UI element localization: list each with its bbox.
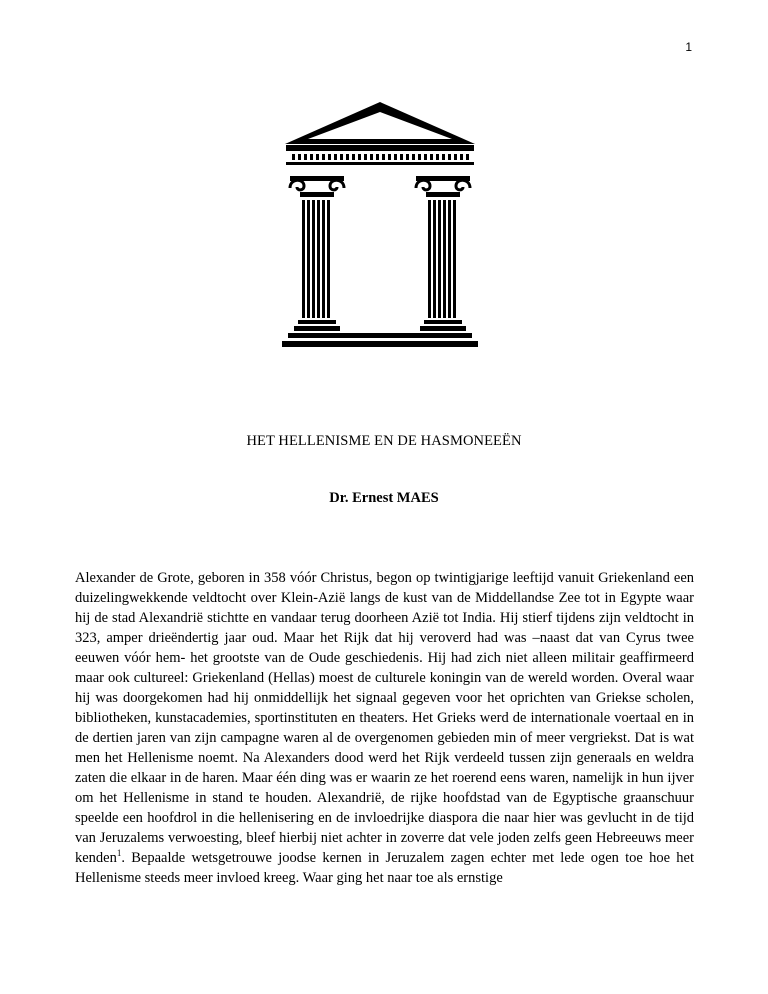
body-text-main: Alexander de Grote, geboren in 358 vóór Christus, begon op twintigjarige leeftijd vanuit Griekenland een duizelingwekkende veldtocht over Klein-Azië langs de kust van de Middellandse Zee tot in Egypte waar hij de stad Alexandrië stichtte en vandaar terug doorheen Azië tot India. Hij stierf tijdens zijn veldtocht in 323, amper drieëndertig jaar oud. Maar het Rijk dat hij veroverd had was –naast dat van Cyrus twee eeuwen vóór hem- het grootste van de Oude geschiedenis. Hij had zich niet alleen militair geaffirmeerd maar ook cultureel: Griekenland (Hellas) moest de culturele koningin van de wereld worden. Overal waar hij was doorgekomen had hij onmiddellijk het signaal gegeven voor het oprichten van Griekse scholen, bibliotheken, kunstacademies, sportinstituten en theaters. Het Grieks werd de internationale voertaal en in de dertien jaren van zijn campagne waren al de overgenomen gebieden min of meer vergriekst. Dat is wat men het Hellenisme noemt. Na Alexanders dood werd het Rijk verdeeld tussen zijn generaals en weldra zaten die elkaar in de haren. Maar één ding was er waarin ze het roerend eens waren, namelijk in hun ijver om het Hellenisme in stand te houden. Alexandrië, de rijke hoofdstad van de Egyptische graanschuur speelde een hoofdrol in die hellenisering en de invloedrijke diaspora die naar hier was gevlucht in de tijd van Jeruzalems verwoesting, bleef hierbij niet achter in zoverre dat vele joden zelfs geen Hebreeuws meer kenden (75, 570, 694, 866)
document-title: HET HELLENISME EN DE HASMONEEËN (246, 433, 522, 449)
body-paragraph (75, 568, 694, 888)
author-name: Dr. Ernest MAES (329, 490, 439, 506)
greek-temple-icon (280, 100, 480, 350)
page-number: 1 (685, 40, 692, 54)
body-text-continuation: . Bepaalde wetsgetrouwe joodse kernen in Jeruzalem zagen echter met lede ogen toe hoe het Hellenisme steeds meer invloed kreeg. Waar ging het naar toe als ernstige (75, 850, 694, 886)
footnote-marker[interactable]: 1 (116, 848, 122, 859)
